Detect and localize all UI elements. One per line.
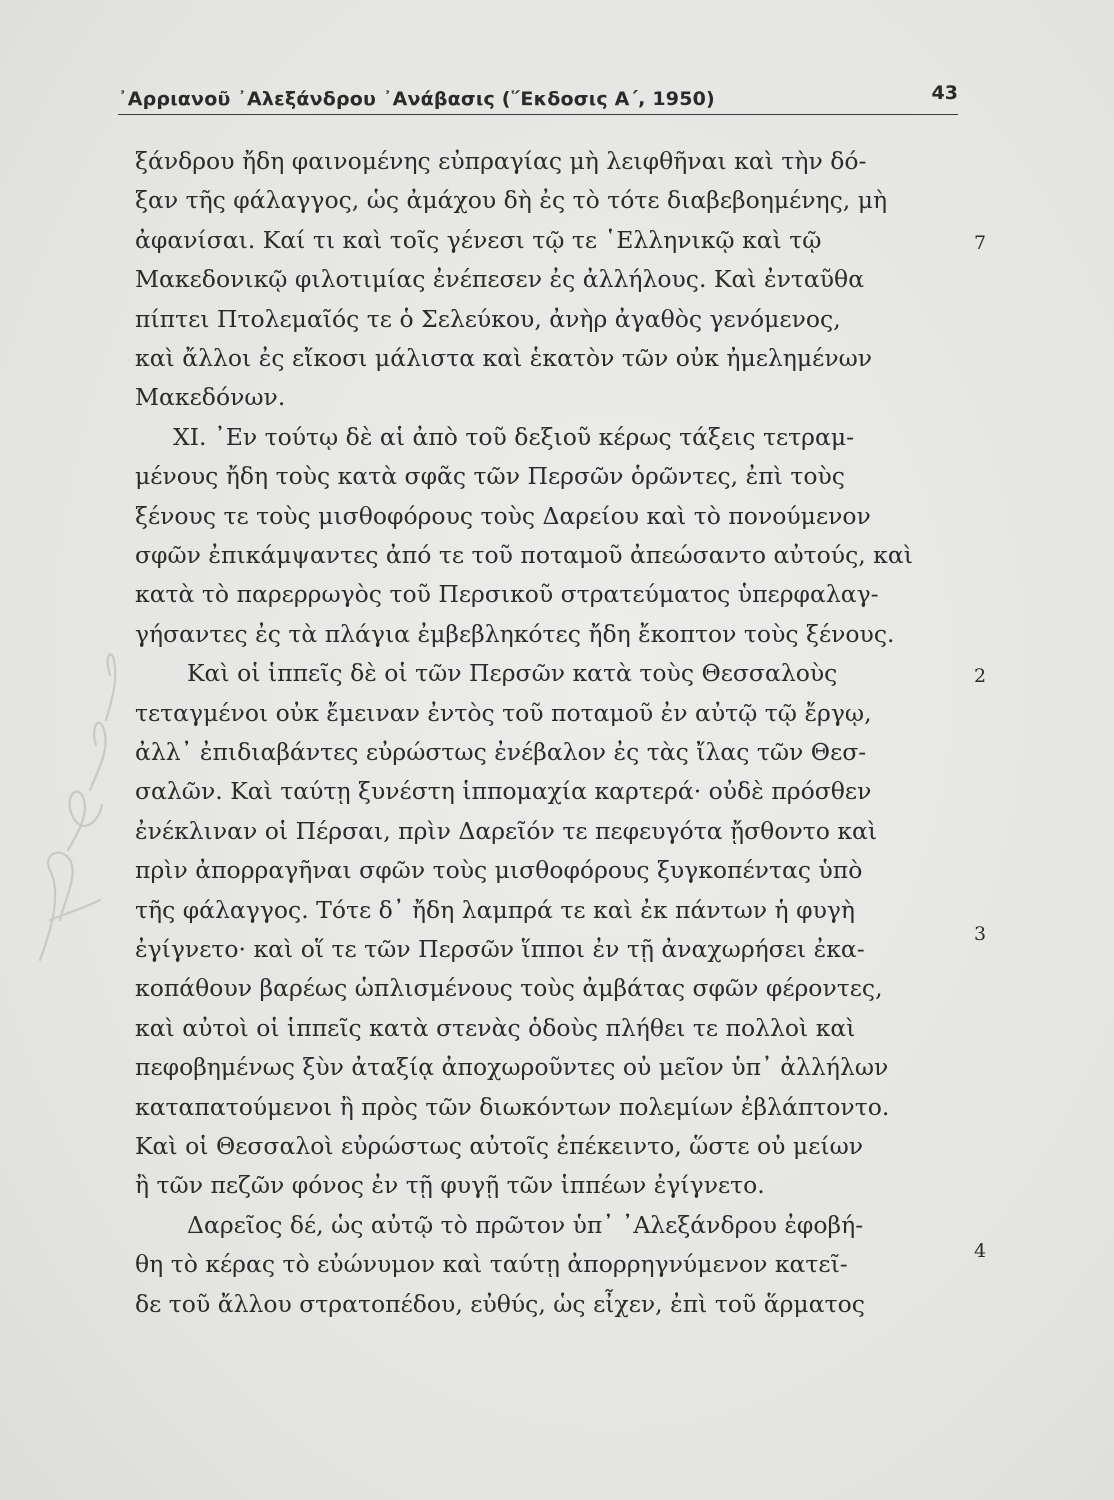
text-line: μένους ἤδη τοὺς κατὰ σφᾶς τῶν Περσῶν ὁρῶντες, ἐπὶ τοὺς xyxy=(135,462,845,491)
text-line: XI. ᾿Εν τούτῳ δὲ αἱ ἀπὸ τοῦ δεξιοῦ κέρως τάξεις τετραμ- xyxy=(173,422,855,451)
margin-section-number: 3 xyxy=(974,923,987,945)
header-rule xyxy=(118,114,958,115)
text-line: καὶ αὐτοὶ οἱ ἱππεῖς κατὰ στενὰς ὁδοὺς πλήθει τε πολλοὶ καὶ xyxy=(135,1013,856,1042)
text-line: ξάνδρου ἤδη φαινομένης εὐπραγίας μὴ λειφθῆναι καὶ τὴν δό- xyxy=(135,147,867,175)
text-line: ἢ τῶν πεζῶν φόνος ἐν τῇ φυγῇ τῶν ἱππέων ἐγίγνετο. xyxy=(135,1171,765,1200)
text-line: Δαρεῖος δέ, ὡς αὐτῷ τὸ πρῶτον ὑπ᾿ ᾿Αλεξάνδρου ἐφοβή- xyxy=(187,1210,864,1239)
margin-section-number: 2 xyxy=(974,665,987,687)
text-line: Μακεδόνων. xyxy=(135,383,286,412)
text-line: πίπτει Πτολεμαῖός τε ὁ Σελεύκου, ἀνὴρ ἀγαθὸς γενόμενος, xyxy=(135,304,841,333)
text-line: πεφοβημένως ξὺν ἀταξίᾳ ἀποχωροῦντες οὐ μεῖον ὑπ᾿ ἀλλήλων xyxy=(135,1053,889,1082)
text-line: ἀφανίσαι. Καί τι καὶ τοῖς γένεσι τῷ τε ῾Ελληνικῷ καὶ τῷ xyxy=(135,225,822,254)
text-line: δε τοῦ ἄλλου στρατοπέδου, εὐθύς, ὡς εἶχεν, ἐπὶ τοῦ ἅρματος xyxy=(135,1289,865,1318)
text-line: Καὶ οἱ ἱππεῖς δὲ οἱ τῶν Περσῶν κατὰ τοὺς Θεσσαλοὺς xyxy=(187,659,838,688)
text-line: κοπάθουν βαρέως ὡπλισμένους τοὺς ἀμβάτας σφῶν φέροντες, xyxy=(135,974,883,1003)
pencil-annotation-scribble xyxy=(20,620,140,980)
text-line: θη τὸ κέρας τὸ εὐώνυμον καὶ ταύτῃ ἀπορρηγνύμενον κατεῖ- xyxy=(135,1250,848,1279)
running-header-title: ᾿Αρριανοῦ ᾿Αλεξάνδρου ᾿Ανάβασις (῞Εκδοσις Α΄, 1950) xyxy=(118,88,715,110)
text-line: ἐγίγνετο· καὶ οἵ τε τῶν Περσῶν ἵπποι ἐν τῇ ἀναχωρήσει ἐκα- xyxy=(135,935,865,963)
text-line: κατὰ τὸ παρερρωγὸς τοῦ Περσικοῦ στρατεύματος ὑπερφαλαγ- xyxy=(135,580,879,609)
text-line: καὶ ἄλλοι ἐς εἴκοσι μάλιστα καὶ ἑκατὸν τῶν οὐκ ἠμελημένων xyxy=(135,344,873,372)
page-number: 43 xyxy=(931,82,958,104)
margin-section-number: 7 xyxy=(974,232,987,254)
text-line: τεταγμένοι οὐκ ἔμειναν ἐντὸς τοῦ ποταμοῦ ἐν αὐτῷ τῷ ἔργῳ, xyxy=(135,698,872,727)
text-line: ἀλλ᾿ ἐπιδιαβάντες εὐρώστως ἐνέβαλον ἐς τὰς ἴλας τῶν Θεσ- xyxy=(135,738,867,766)
text-line: ξένους τε τοὺς μισθοφόρους τοὺς Δαρείου καὶ τὸ πονούμενον xyxy=(135,501,871,530)
text-line: σαλῶν. Καὶ ταύτῃ ξυνέστη ἱππομαχία καρτερά· οὐδὲ πρόσθεν xyxy=(135,777,872,806)
running-header xyxy=(118,78,962,118)
text-line: τῆς φάλαγγος. Τότε δ᾿ ἤδη λαμπρά τε καὶ ἐκ πάντων ἡ φυγὴ xyxy=(135,895,855,924)
text-line: ξαν τῆς φάλαγγος, ὡς ἀμάχου δὴ ἐς τὸ τότε διαβεβοημένης, μὴ xyxy=(135,186,888,215)
margin-section-number: 4 xyxy=(974,1240,987,1262)
text-line: γήσαντες ἐς τὰ πλάγια ἐμβεβληκότες ἤδη ἔκοπτον τοὺς ξένους. xyxy=(135,619,895,648)
text-line: Μακεδονικῷ φιλοτιμίας ἐνέπεσεν ἐς ἀλλήλους. Καὶ ἐνταῦθα xyxy=(135,265,865,294)
text-line: πρὶν ἀπορραγῆναι σφῶν τοὺς μισθοφόρους ξυγκοπέντας ὑπὸ xyxy=(135,856,863,885)
text-line: καταπατούμενοι ἢ πρὸς τῶν διωκόντων πολεμίων ἐβλάπτοντο. xyxy=(135,1092,890,1121)
text-line: Καὶ οἱ Θεσσαλοὶ εὐρώστως αὐτοῖς ἐπέκειντο, ὥστε οὐ μείων xyxy=(135,1132,864,1160)
text-line: σφῶν ἐπικάμψαντες ἀπό τε τοῦ ποταμοῦ ἀπεώσαντο αὐτούς, καὶ xyxy=(135,541,913,569)
text-line: ἐνέκλιναν οἱ Πέρσαι, πρὶν Δαρεῖόν τε πεφευγότα ᾔσθοντο καὶ xyxy=(135,816,878,845)
